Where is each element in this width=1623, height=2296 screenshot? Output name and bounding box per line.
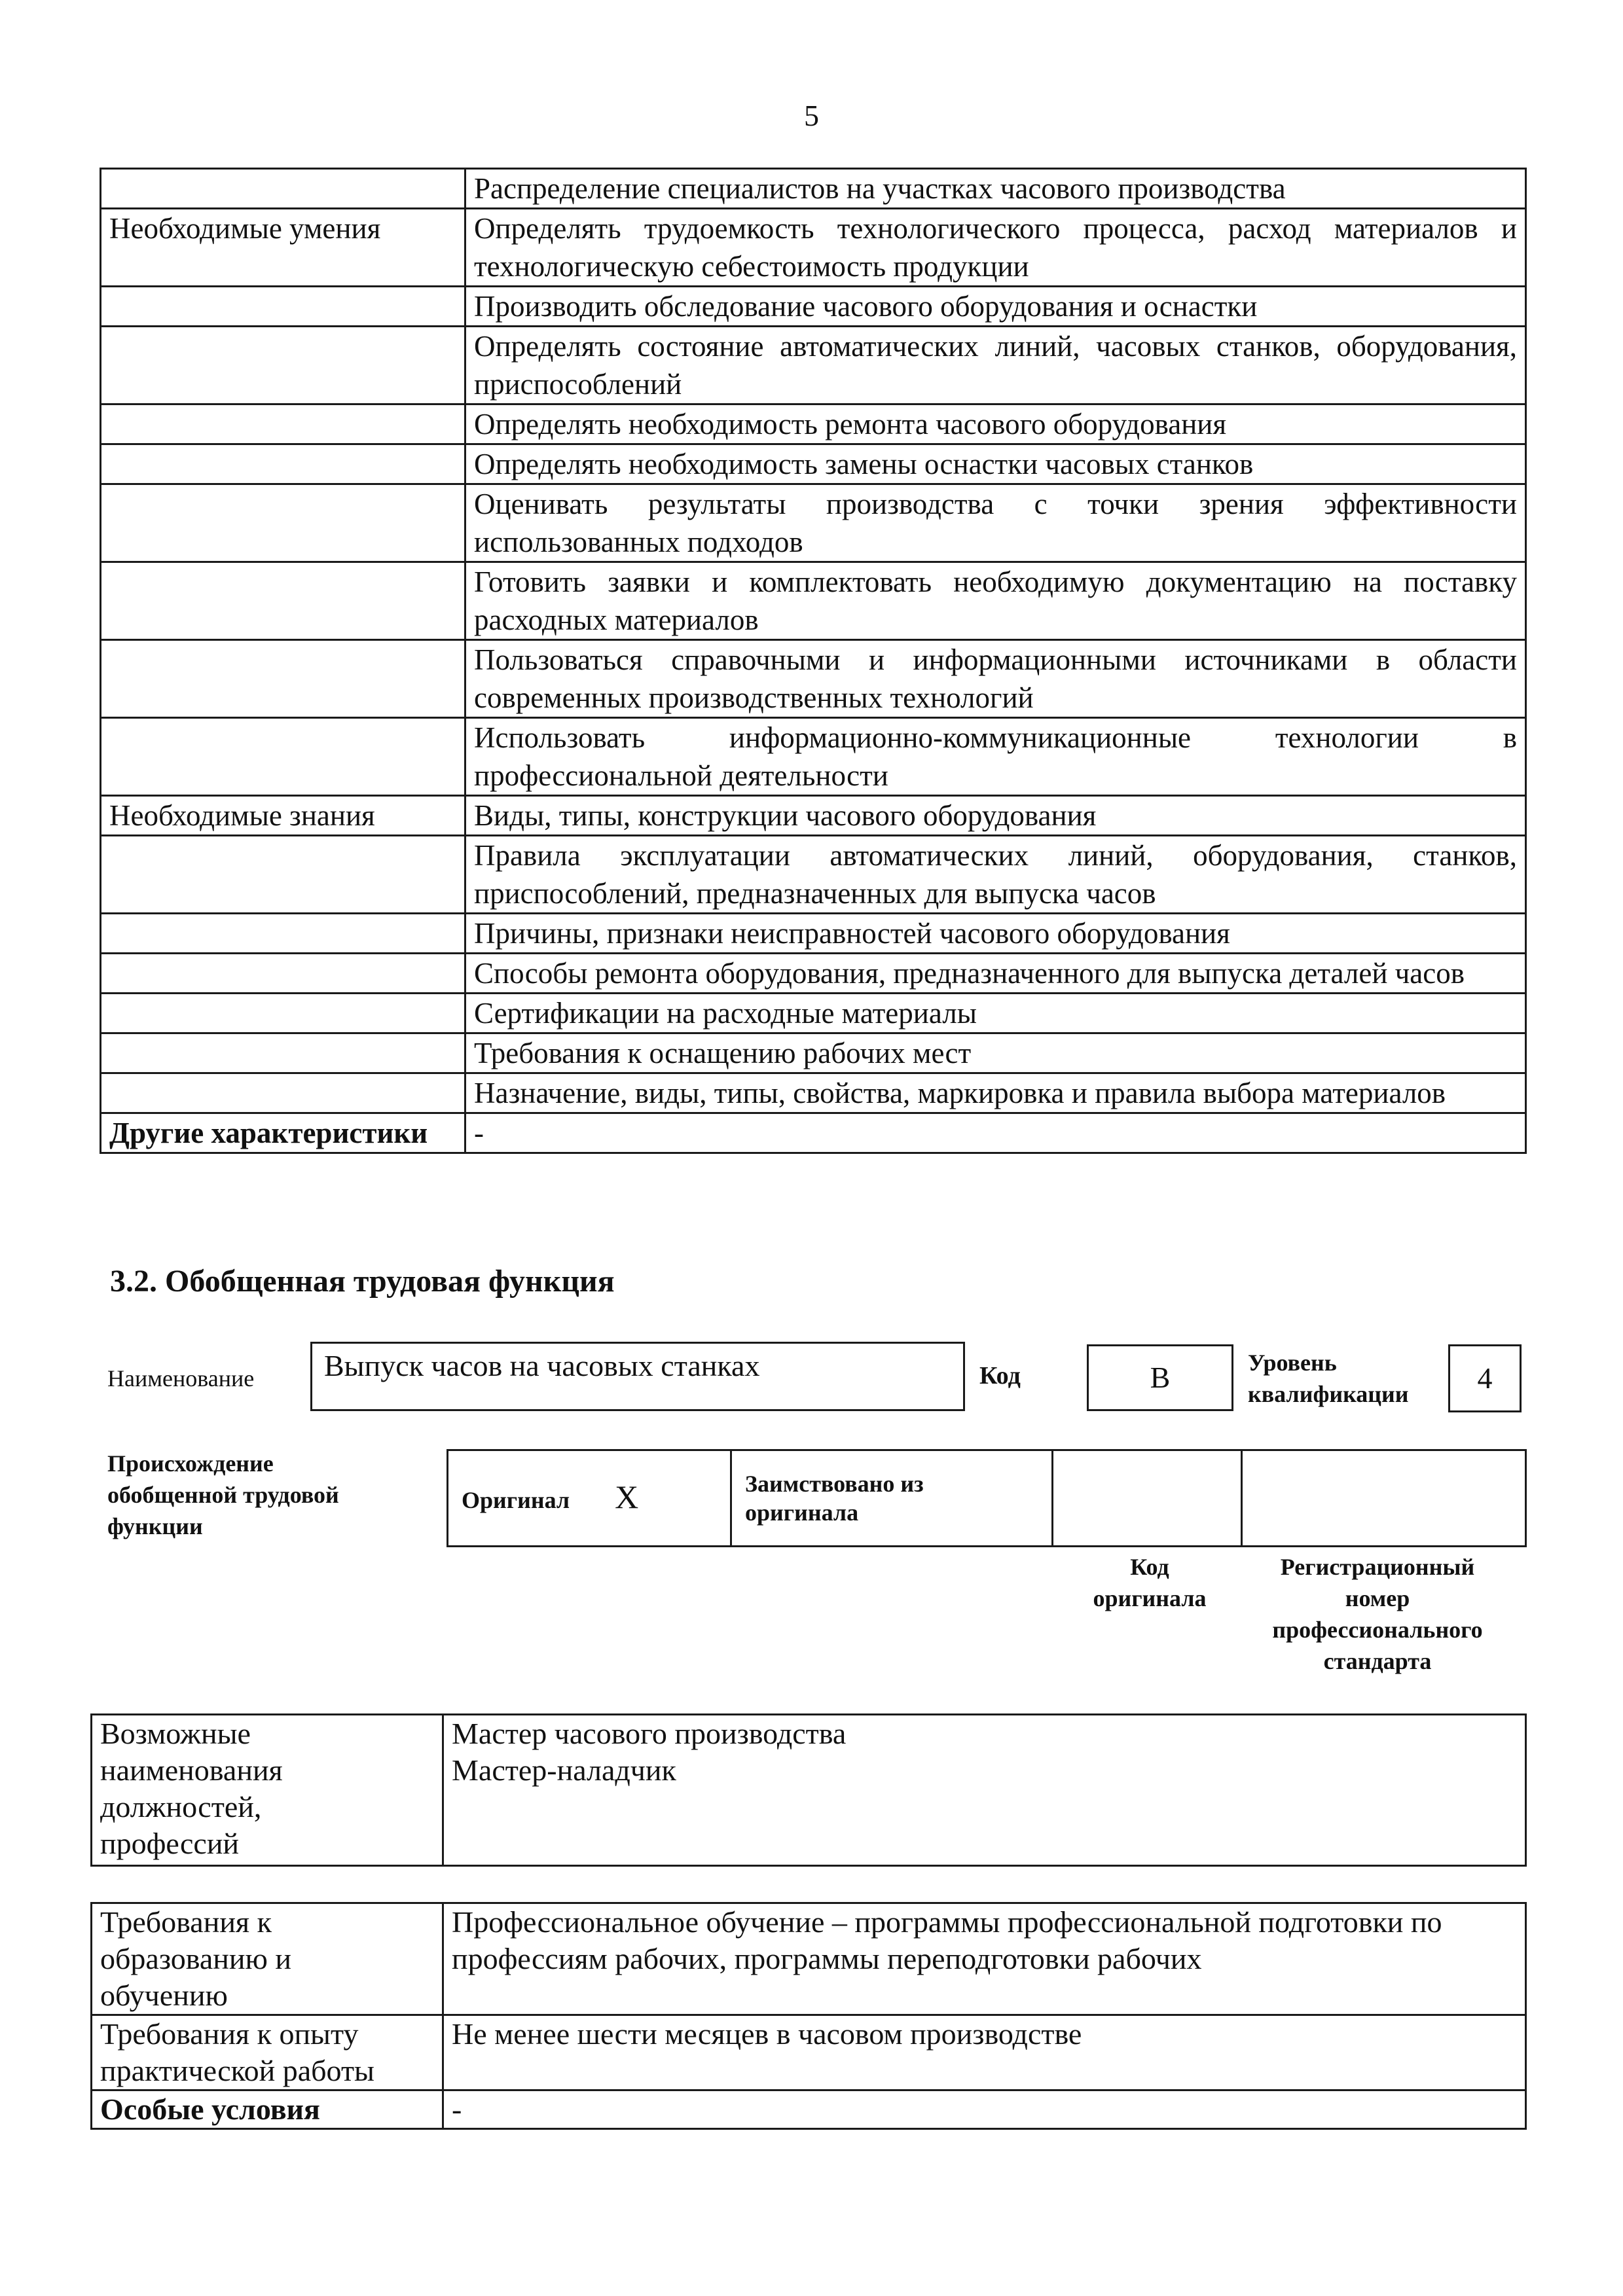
row-label bbox=[101, 404, 465, 444]
special-conditions-label: Особые условия bbox=[92, 2090, 443, 2129]
row-value: Назначение, виды, типы, свойства, маркировка и правила выбора материалов bbox=[465, 1073, 1526, 1113]
original-mark: X bbox=[615, 1478, 639, 1515]
positions-label bbox=[92, 1715, 443, 1866]
row-value: Правила эксплуатации автоматических линий, оборудования, станков, приспособлений, предназначенных для выпуска часов bbox=[465, 836, 1526, 914]
row-value: Виды, типы, конструкции часового оборудования bbox=[465, 796, 1526, 836]
position-name: Мастер-наладчик bbox=[452, 1753, 676, 1787]
row-value: - bbox=[465, 1113, 1526, 1153]
function-name-value: Выпуск часов на часовых станках bbox=[324, 1349, 760, 1382]
table-row bbox=[101, 994, 1526, 1033]
table-row bbox=[101, 444, 1526, 484]
requirements-table bbox=[90, 1902, 1527, 2130]
row-value: Оценивать результаты производства с точки зрения эффективности использованных подходов bbox=[465, 484, 1526, 562]
table-row bbox=[101, 562, 1526, 640]
code-label: Код bbox=[979, 1362, 1021, 1390]
row-value: Определять трудоемкость технологического процесса, расход материалов и технологическую себестоимость продукции bbox=[465, 209, 1526, 287]
row-value: Производить обследование часового оборудования и оснастки bbox=[465, 287, 1526, 327]
positions-label-line: профессий bbox=[100, 1827, 240, 1860]
row-label bbox=[101, 954, 465, 994]
origin-label-line: обобщенной трудовой bbox=[107, 1482, 339, 1508]
origin-label bbox=[107, 1448, 339, 1542]
row-label: Необходимые умения bbox=[101, 209, 465, 287]
positions-label-line: наименования bbox=[100, 1753, 283, 1787]
level-box bbox=[1448, 1344, 1522, 1412]
row-value: Определять необходимость замены оснастки часовых станков bbox=[465, 444, 1526, 484]
row-label: Другие характеристики bbox=[101, 1113, 465, 1153]
positions-value bbox=[443, 1715, 1526, 1866]
experience-label bbox=[92, 2015, 443, 2090]
registration-caption bbox=[1233, 1551, 1522, 1677]
position-name: Мастер часового производства bbox=[452, 1717, 847, 1750]
function-name-box bbox=[310, 1342, 965, 1411]
education-value: Профессиональное обучение – программы профессиональной подготовки по профессиям рабочих, программы переподготовки рабочих bbox=[443, 1903, 1526, 2015]
positions-label-line: Возможные bbox=[100, 1717, 251, 1750]
section-heading: 3.2. Обобщенная трудовая функция bbox=[110, 1264, 615, 1299]
row-value: Требования к оснащению рабочих мест bbox=[465, 1033, 1526, 1073]
registration-caption-line: номер bbox=[1345, 1585, 1410, 1611]
page-number: 5 bbox=[804, 99, 819, 132]
row-label bbox=[101, 640, 465, 718]
code-caption-line: Код bbox=[1130, 1554, 1169, 1580]
level-label-line: квалификации bbox=[1248, 1381, 1409, 1407]
table-row bbox=[92, 2015, 1526, 2090]
row-value: Способы ремонта оборудования, предназначенного для выпуска деталей часов bbox=[465, 954, 1526, 994]
row-value: Сертификации на расходные материалы bbox=[465, 994, 1526, 1033]
registration-caption-line: Регистрационный bbox=[1280, 1554, 1475, 1580]
table-row bbox=[101, 484, 1526, 562]
row-value: Использовать информационно-коммуникационные технологии в профессиональной деятельности bbox=[465, 718, 1526, 796]
education-label bbox=[92, 1903, 443, 2015]
original-label: Оригинал bbox=[462, 1486, 570, 1513]
row-label bbox=[101, 1033, 465, 1073]
code-value: B bbox=[1150, 1361, 1171, 1394]
table-row bbox=[101, 836, 1526, 914]
positions-label-line: должностей, bbox=[100, 1790, 262, 1823]
table-row bbox=[101, 640, 1526, 718]
table-row bbox=[101, 404, 1526, 444]
borrowed-line: Заимствовано из bbox=[745, 1471, 924, 1497]
original-code-cell bbox=[1053, 1450, 1242, 1547]
row-value: Определять необходимость ремонта часового оборудования bbox=[465, 404, 1526, 444]
table-row bbox=[101, 1033, 1526, 1073]
experience-label-line: Требования к опыту bbox=[100, 2017, 359, 2051]
table-row bbox=[101, 796, 1526, 836]
table-row bbox=[101, 287, 1526, 327]
table-row bbox=[101, 718, 1526, 796]
level-value: 4 bbox=[1477, 1361, 1493, 1395]
skills-knowledge-table bbox=[100, 168, 1527, 1154]
level-label-line: Уровень bbox=[1248, 1350, 1337, 1376]
row-value: Готовить заявки и комплектовать необходимую документацию на поставку расходных материалов bbox=[465, 562, 1526, 640]
row-label bbox=[101, 169, 465, 209]
table-row bbox=[101, 954, 1526, 994]
row-label bbox=[101, 1073, 465, 1113]
table-row bbox=[92, 1903, 1526, 2015]
code-box bbox=[1087, 1344, 1233, 1411]
code-caption bbox=[1051, 1551, 1248, 1614]
row-value: Пользоваться справочными и информационными источниками в области современных производственных технологий bbox=[465, 640, 1526, 718]
table-row bbox=[101, 209, 1526, 287]
row-value: Причины, признаки неисправностей часового оборудования bbox=[465, 914, 1526, 954]
row-label bbox=[101, 444, 465, 484]
table-row bbox=[101, 327, 1526, 404]
origin-label-line: Происхождение bbox=[107, 1450, 274, 1477]
table-row bbox=[101, 1113, 1526, 1153]
education-label-line: обучению bbox=[100, 1979, 228, 2012]
row-label bbox=[101, 914, 465, 954]
table-row bbox=[92, 1715, 1526, 1866]
row-label bbox=[101, 327, 465, 404]
table-row bbox=[101, 1073, 1526, 1113]
original-cell bbox=[448, 1450, 731, 1547]
row-value: Распределение специалистов на участках часового производства bbox=[465, 169, 1526, 209]
registration-number-cell bbox=[1242, 1450, 1526, 1547]
row-label bbox=[101, 718, 465, 796]
borrowed-cell bbox=[731, 1450, 1053, 1547]
experience-value: Не менее шести месяцев в часовом производстве bbox=[443, 2015, 1526, 2090]
special-conditions-value: - bbox=[443, 2090, 1526, 2129]
experience-label-line: практической работы bbox=[100, 2054, 374, 2087]
borrowed-line: оригинала bbox=[745, 1499, 859, 1526]
table-row bbox=[92, 2090, 1526, 2129]
code-caption-line: оригинала bbox=[1093, 1585, 1207, 1611]
row-label: Необходимые знания bbox=[101, 796, 465, 836]
row-label bbox=[101, 484, 465, 562]
origin-label-line: функции bbox=[107, 1513, 203, 1539]
table-row bbox=[101, 914, 1526, 954]
row-label bbox=[101, 287, 465, 327]
registration-caption-line: профессионального bbox=[1272, 1617, 1483, 1643]
row-value: Определять состояние автоматических линий, часовых станков, оборудования, приспособлений bbox=[465, 327, 1526, 404]
education-label-line: Требования к bbox=[100, 1905, 272, 1939]
registration-caption-line: стандарта bbox=[1323, 1648, 1432, 1674]
level-label bbox=[1248, 1347, 1409, 1410]
name-label: Наименование bbox=[107, 1365, 255, 1391]
row-label bbox=[101, 836, 465, 914]
origin-table bbox=[447, 1449, 1527, 1547]
row-label bbox=[101, 562, 465, 640]
education-label-line: образованию и bbox=[100, 1942, 291, 1975]
row-label bbox=[101, 994, 465, 1033]
positions-table bbox=[90, 1713, 1527, 1867]
table-row bbox=[101, 169, 1526, 209]
table-row bbox=[448, 1450, 1526, 1547]
